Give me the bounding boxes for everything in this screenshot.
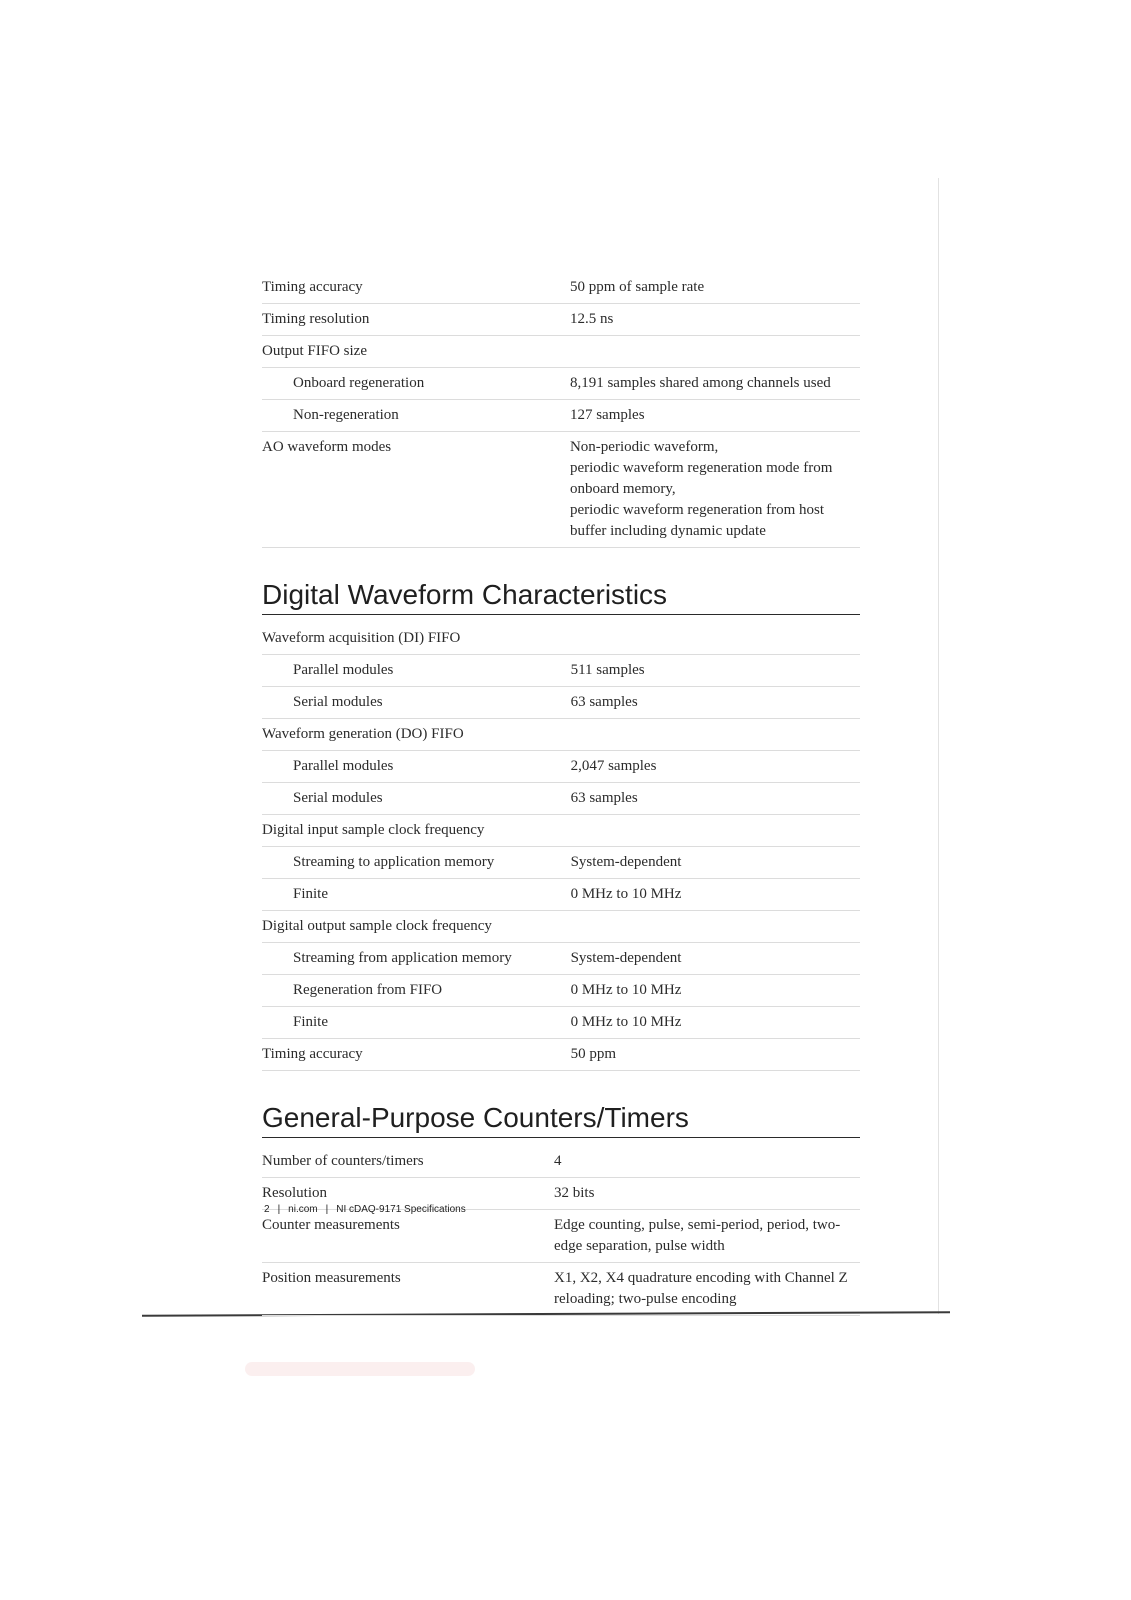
- spec-value: Edge counting, pulse, semi-period, period, two-edge separation, pulse width: [554, 1210, 860, 1263]
- spec-row: [262, 655, 860, 687]
- page-footer: [264, 1204, 466, 1215]
- spec-label: Resolution: [262, 1178, 554, 1210]
- spec-label: Parallel modules: [262, 655, 571, 687]
- spec-label: Waveform acquisition (DI) FIFO: [262, 623, 571, 655]
- spec-value: [571, 719, 860, 751]
- spec-value: 50 ppm of sample rate: [570, 272, 860, 304]
- spec-value: 8,191 samples shared among channels used: [570, 368, 860, 400]
- spec-label: Streaming from application memory: [262, 943, 571, 975]
- spec-label: Non-regeneration: [262, 400, 570, 432]
- spec-value: System-dependent: [571, 847, 860, 879]
- spec-row: [262, 400, 860, 432]
- spec-value: 0 MHz to 10 MHz: [571, 975, 860, 1007]
- spec-label: Onboard regeneration: [262, 368, 570, 400]
- spec-value: 12.5 ns: [570, 304, 860, 336]
- spec-label: Serial modules: [262, 687, 571, 719]
- section-title-digital-waveform: Digital Waveform Characteristics: [262, 578, 860, 615]
- section-title-counters: General-Purpose Counters/Timers: [262, 1101, 860, 1138]
- spec-value: System-dependent: [571, 943, 860, 975]
- spec-content: [262, 272, 860, 1316]
- spec-row: [262, 304, 860, 336]
- spec-label: Finite: [262, 1007, 571, 1039]
- page-edge: [938, 178, 939, 1314]
- spec-row: [262, 943, 860, 975]
- spec-row: [262, 1210, 860, 1263]
- spec-value: 63 samples: [571, 687, 860, 719]
- footer-page-number: 2: [264, 1204, 270, 1215]
- spec-label: Regeneration from FIFO: [262, 975, 571, 1007]
- spec-value: 127 samples: [570, 400, 860, 432]
- spec-label: Position measurements: [262, 1263, 554, 1316]
- spec-label: Waveform generation (DO) FIFO: [262, 719, 571, 751]
- spec-row: [262, 1263, 860, 1316]
- spec-label: Streaming to application memory: [262, 847, 571, 879]
- spec-value: 63 samples: [571, 783, 860, 815]
- spec-label: Timing resolution: [262, 304, 570, 336]
- spec-value: [571, 815, 860, 847]
- spec-row: [262, 719, 860, 751]
- spec-row: [262, 1007, 860, 1039]
- spec-value: 511 samples: [571, 655, 860, 687]
- spec-value: 0 MHz to 10 MHz: [571, 879, 860, 911]
- spec-row: [262, 336, 860, 368]
- spec-row: [262, 1146, 860, 1178]
- spec-row: [262, 687, 860, 719]
- footer-doc-title: NI cDAQ-9171 Specifications: [336, 1204, 466, 1215]
- spec-row: [262, 911, 860, 943]
- spec-label: Digital output sample clock frequency: [262, 911, 571, 943]
- spec-row: [262, 879, 860, 911]
- spec-row: [262, 815, 860, 847]
- spec-value: 2,047 samples: [571, 751, 860, 783]
- spec-label: Output FIFO size: [262, 336, 570, 368]
- digital-waveform-spec-table: [262, 623, 860, 1071]
- spec-label: AO waveform modes: [262, 432, 570, 548]
- scan-smudge: [245, 1362, 475, 1376]
- spec-value: 4: [554, 1146, 860, 1178]
- spec-row: [262, 783, 860, 815]
- spec-value: 0 MHz to 10 MHz: [571, 1007, 860, 1039]
- spec-label: Digital input sample clock frequency: [262, 815, 571, 847]
- footer-separator: |: [325, 1204, 329, 1215]
- spec-row: [262, 432, 860, 548]
- spec-value: X1, X2, X4 quadrature encoding with Channel Z reloading; two-pulse encoding: [554, 1263, 860, 1316]
- spec-label: Timing accuracy: [262, 272, 570, 304]
- spec-row: [262, 975, 860, 1007]
- spec-row: [262, 368, 860, 400]
- spec-label: Serial modules: [262, 783, 571, 815]
- footer-site: ni.com: [288, 1204, 318, 1215]
- footer-separator: |: [277, 1204, 281, 1215]
- spec-value: 50 ppm: [571, 1039, 860, 1071]
- spec-label: Number of counters/timers: [262, 1146, 554, 1178]
- spec-label: Timing accuracy: [262, 1039, 571, 1071]
- spec-row: [262, 1039, 860, 1071]
- counters-spec-table: [262, 1146, 860, 1316]
- spec-value: [570, 336, 860, 368]
- spec-row: [262, 751, 860, 783]
- spec-value: [571, 623, 860, 655]
- spec-label: Parallel modules: [262, 751, 571, 783]
- spec-label: Finite: [262, 879, 571, 911]
- spec-value: Non-periodic waveform, periodic waveform regeneration mode from onboard memory, periodic waveform regeneration from host buffer including dynamic update: [570, 432, 860, 548]
- spec-row: [262, 847, 860, 879]
- spec-row: [262, 623, 860, 655]
- spec-label: Counter measurements: [262, 1210, 554, 1263]
- spec-value: 32 bits: [554, 1178, 860, 1210]
- spec-value: [571, 911, 860, 943]
- analog-output-spec-table: [262, 272, 860, 548]
- spec-row: [262, 272, 860, 304]
